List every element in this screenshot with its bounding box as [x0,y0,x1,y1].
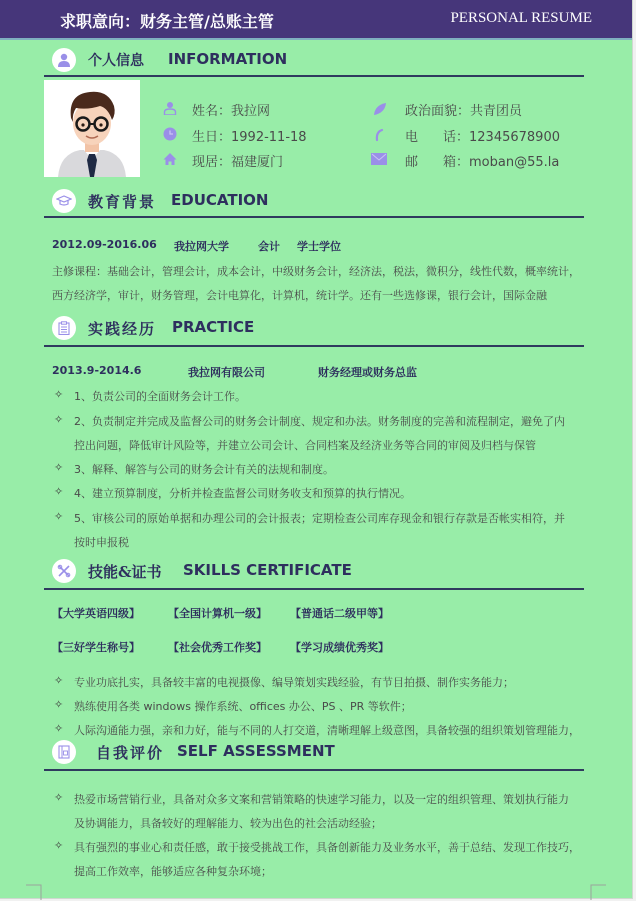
section-title-en: INFORMATION [168,50,288,68]
certificate: 【三好学生称号】 [52,641,140,654]
self-item: 具有强烈的事业心和责任感，敢于接受挑战工作，具备创新能力及业务水平，善于总结、发现工作技巧， [74,841,580,854]
section-divider [44,345,584,347]
bullet-icon: ✧ [54,461,64,474]
practice-item: 2、负责制定并完成及监督公司的财务会计制度、规定和办法。财务制度的完善和流程制定，避免了内 [74,415,565,428]
self-item-cont: 及协调能力，具备较好的理解能力、较为出色的社会活动经验； [74,817,382,830]
bullet-icon: ✧ [54,722,64,735]
clipboard-icon [52,316,76,340]
bullet-icon: ✧ [54,674,64,687]
section-title-en: PRACTICE [172,318,255,336]
info-email-label: 邮 [405,155,419,170]
education-major: 会计 [258,240,280,253]
education-school: 我拉网大学 [174,240,229,253]
header-bar [0,0,632,40]
page-corner-mark-right [590,884,606,900]
bullet-icon: ✧ [54,791,64,804]
section-title-en: SELF ASSESSMENT [177,742,335,760]
phone-icon [373,128,387,142]
practice-item: 4、建立预算制度，分析并检查监督公司财务收支和预算的执行情况。 [74,487,411,500]
education-courses-line2: 西方经济学，审计，财务管理，会计电算化，计算机，统计学。还有一些选修课，银行会计，国际金融 [52,289,547,302]
self-item: 热爱市场营销行业，具备对众多文案和营销策略的快速学习能力，以及一定的组织管理、策划执行能力 [74,793,569,806]
bullet-icon: ✧ [54,413,64,426]
education-period: 2012.09-2016.06 [52,238,157,251]
bullet-icon: ✧ [54,698,64,711]
self-item-cont: 提高工作效率，能够适应各种复杂环境； [74,865,272,878]
clock-icon [163,127,177,141]
section-title-cn: 个人信息 [88,53,144,69]
certificate: 【社会优秀工作奖】 [168,641,267,654]
job-intention-title: 求职意向：财务主管/总账主管 [60,12,274,31]
skill-item: 熟练使用各类 windows 操作系统、offices 办公、PS 、PR 等软件； [74,700,412,713]
practice-company: 我拉网有限公司 [188,366,265,379]
leaf-icon [373,102,387,116]
section-title-cn: 自我评价 [96,744,165,762]
certificate: 【全国计算机一级】 [168,607,267,620]
info-name: 姓名：我拉网 [192,104,271,119]
info-birthday: 生日：1992-11-18 [192,130,307,145]
section-title-cn: 教育背景 [88,193,157,211]
document-icon [52,740,76,764]
practice-item: 3、解释、解答与公司的财务会计有关的法规和制度。 [74,463,334,476]
certificate: 【普通话二级甲等】 [290,607,389,620]
practice-item: 1、负责公司的全面财务会计工作。 [74,390,246,403]
bullet-icon: ✧ [54,839,64,852]
practice-item-cont: 按时申报税 [74,536,129,549]
certificate: 【大学英语四级】 [52,607,140,620]
info-residence: 现居：福建厦门 [192,155,284,170]
section-title-cn: 实践经历 [88,320,157,338]
bullet-icon: ✧ [54,485,64,498]
section-title-en: SKILLS CERTIFICATE [183,561,352,579]
person-icon [52,48,76,72]
practice-item-cont: 控出问题，降低审计风险等，并建立公司会计、合同档案及经济业务等合同的审阅及归档与保管 [74,439,536,452]
practice-period: 2013.9-2014.6 [52,364,142,377]
user-icon [163,101,177,115]
home-icon [163,152,177,166]
education-degree: 学士学位 [297,240,341,253]
bullet-icon: ✧ [54,510,64,523]
mail-icon [371,153,387,165]
info-email: 箱：moban@55.la [443,155,560,170]
info-phone: 话：12345678900 [443,130,560,145]
page-corner-mark-left [26,884,42,900]
section-divider [44,588,584,590]
avatar [44,80,140,177]
personal-resume-label: PERSONAL RESUME [450,10,592,26]
tools-icon [52,559,76,583]
section-divider [44,216,584,218]
bullet-icon: ✧ [54,388,64,401]
section-divider [44,75,584,77]
practice-item: 5、审核公司的原始单据和办理公司的会计报表；定期检查公司库存现金和银行存款是否帐实相符，并 [74,512,565,525]
practice-position: 财务经理或财务总监 [318,366,417,379]
education-courses-line1: 主修课程：基础会计，管理会计，成本会计，中级财务会计，经济法，税法，微积分，线性代数，概率统计， [52,265,580,278]
section-title-en: EDUCATION [171,191,269,209]
graduation-cap-icon [52,189,76,213]
info-political: 政治面貌：共青团员 [405,104,523,119]
info-phone-label: 电 [405,130,419,145]
skill-item: 专业功底扎实，具备较丰富的电视摄像、编导策划实践经验，有节目拍摄、制作实务能力； [74,676,514,689]
skill-item: 人际沟通能力强，亲和力好，能与不同的人打交道，清晰理解上级意图，具备较强的组织策划管理能力， [74,724,580,737]
certificate: 【学习成绩优秀奖】 [290,641,389,654]
section-divider [44,769,584,771]
section-title-cn: 技能&证书 [88,563,162,581]
